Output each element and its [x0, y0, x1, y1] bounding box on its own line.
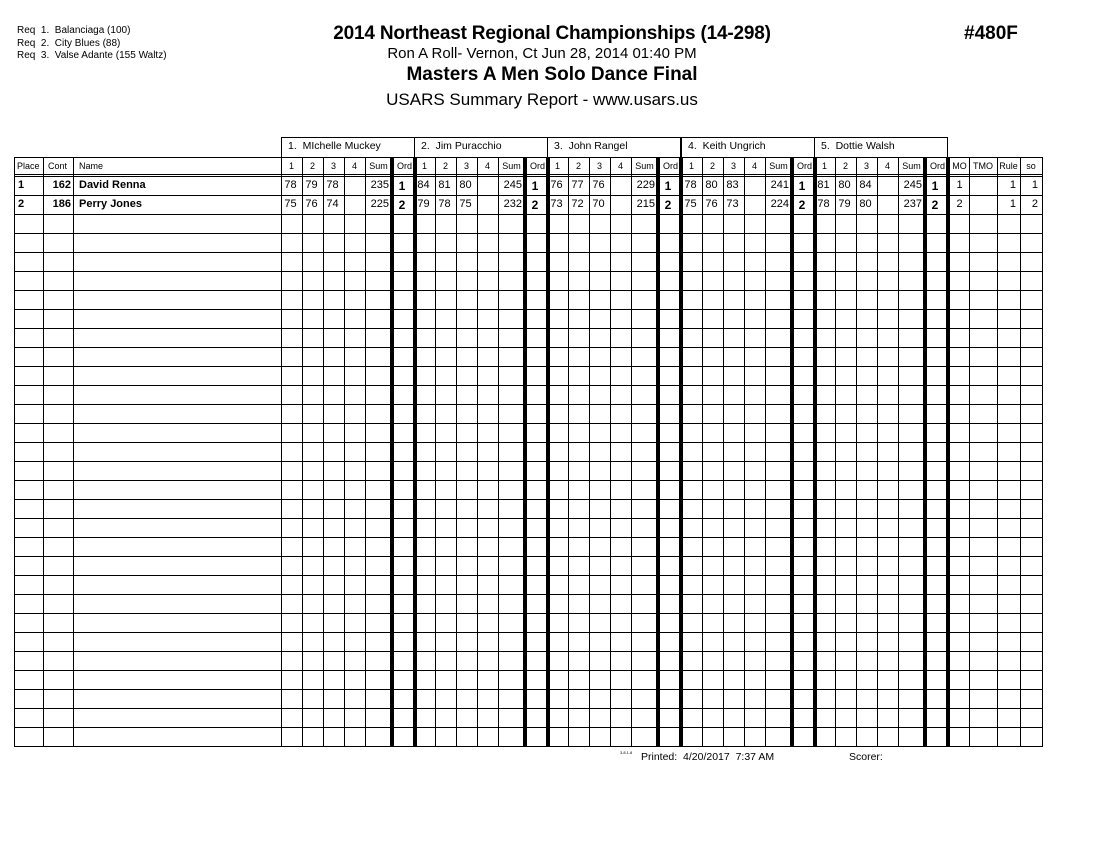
judge-4-ordinal: 1: [798, 179, 806, 193]
column-divider: [898, 157, 899, 747]
judge-2-subheader: 4: [484, 161, 490, 171]
column-divider: [456, 157, 457, 747]
judge-3-subheader: 1: [554, 161, 560, 171]
judge-2-subheader: 2: [442, 161, 448, 171]
judge-3-subheader: 2: [575, 161, 581, 171]
row-divider: [14, 290, 1043, 291]
judge-2-sum: 232: [503, 198, 522, 210]
row-divider: [14, 575, 1043, 576]
col-header-tmo: TMO: [973, 161, 993, 171]
column-divider: [14, 157, 15, 747]
report-name: USARS Summary Report - www.usars.us: [386, 90, 698, 109]
version-label: 3.8.1.8: [620, 750, 633, 755]
column-divider: [835, 157, 836, 747]
judge-5-score-2: 79: [838, 198, 851, 210]
judge-1-score-1: 75: [284, 198, 297, 210]
column-divider: [477, 157, 478, 747]
col-header-place: Place: [17, 161, 40, 171]
ord-left-thick-border: [656, 157, 660, 747]
column-divider: [302, 157, 303, 747]
judge-1-sum: 235: [370, 179, 389, 191]
row-divider: [14, 423, 1043, 424]
judge-4-ordinal: 2: [798, 198, 806, 212]
column-divider: [723, 157, 724, 747]
row-divider: [14, 727, 1043, 728]
column-divider: [344, 157, 345, 747]
judge-5-score-1: 78: [817, 198, 830, 210]
column-divider: [365, 157, 366, 747]
row-divider: [14, 708, 1043, 709]
row-divider: [14, 347, 1043, 348]
judge-5-subheader: 1: [821, 161, 827, 171]
judge-1-subheader: 1: [288, 161, 294, 171]
judge-1-score-2: 76: [305, 198, 318, 210]
judge-5-score-2: 80: [838, 179, 851, 191]
row-divider: [14, 480, 1043, 481]
judge-1-score-3: 74: [326, 198, 339, 210]
row-divider: [14, 252, 1043, 253]
judge-3-subheader: Sum: [635, 161, 654, 171]
competition-title: 2014 Northeast Regional Championships (14-298): [333, 23, 771, 44]
column-divider: [73, 157, 74, 747]
judge-1-score-1: 78: [284, 179, 297, 191]
row-divider: [14, 442, 1043, 443]
column-divider: [877, 157, 878, 747]
place-cell: 2: [18, 198, 25, 210]
requirement-3: Req 3. Valse Adante (155 Waltz): [17, 50, 167, 61]
competitor-name-cell: David Renna: [79, 179, 146, 191]
judge-2-score-3: 75: [459, 198, 472, 210]
row-divider: [14, 461, 1043, 462]
judge-1-subheader: Ord: [396, 161, 412, 171]
column-divider: [323, 157, 324, 747]
column-divider: [856, 157, 857, 747]
column-divider: [568, 157, 569, 747]
judge-5-sum: 237: [903, 198, 922, 210]
ord-left-thick-border: [523, 157, 527, 747]
event-name: Masters A Men Solo Dance Final: [406, 64, 698, 85]
ord-right-thick-border: [413, 157, 417, 747]
judge-4-score-3: 83: [726, 179, 739, 191]
judge-5-subheader: 2: [842, 161, 848, 171]
header-top-border: [14, 157, 1043, 158]
column-divider: [1020, 157, 1021, 747]
judge-4-score-2: 76: [705, 198, 718, 210]
judge-5-sum: 245: [903, 179, 922, 191]
row-divider: [14, 385, 1043, 386]
judge-5-subheader: Ord: [929, 161, 945, 171]
judge-header-3: 3. John Rangel: [547, 137, 681, 157]
judge-4-score-2: 80: [705, 179, 718, 191]
judge-4-score-1: 75: [684, 198, 697, 210]
judge-1-subheader: 4: [351, 161, 357, 171]
judge-1-subheader: Sum: [369, 161, 388, 171]
row-divider: [14, 518, 1043, 519]
column-divider: [765, 157, 766, 747]
judge-4-score-1: 78: [684, 179, 697, 191]
column-divider: [631, 157, 632, 747]
judge-4-sum: 224: [770, 198, 789, 210]
judge-3-score-1: 76: [550, 179, 563, 191]
row-divider: [14, 594, 1043, 595]
judge-3-subheader: Ord: [662, 161, 678, 171]
judge-header-5: 5. Dottie Walsh: [814, 137, 948, 157]
col-header-mo: MO: [952, 161, 967, 171]
column-divider: [589, 157, 590, 747]
row-divider: [14, 233, 1043, 234]
judge-2-subheader: 3: [463, 161, 469, 171]
row-divider: [14, 632, 1043, 633]
judge-2-sum: 245: [503, 179, 522, 191]
column-divider: [702, 157, 703, 747]
ord-right-thick-border: [813, 157, 817, 747]
row-divider: [14, 670, 1043, 671]
column-divider: [969, 157, 970, 747]
judge-3-subheader: 4: [617, 161, 623, 171]
row-divider: [14, 556, 1043, 557]
judge-header-2: 2. Jim Puracchio: [414, 137, 548, 157]
col-header-name: Name: [79, 161, 104, 171]
row-divider: [14, 309, 1043, 310]
row-divider: [14, 214, 1043, 215]
judge-1-sum: 225: [370, 198, 389, 210]
judge-5-score-3: 84: [859, 179, 872, 191]
column-divider: [281, 157, 282, 747]
judge-1-score-3: 78: [326, 179, 339, 191]
judge-4-subheader: 1: [688, 161, 694, 171]
place-cell: 1: [18, 179, 25, 191]
col-header-cont: Cont: [48, 161, 68, 171]
judge-4-subheader: 3: [730, 161, 736, 171]
header-double-line: [14, 174, 1043, 175]
column-divider: [1042, 157, 1043, 747]
judge-3-score-2: 77: [571, 179, 584, 191]
row-divider: [14, 366, 1043, 367]
judge-1-subheader: 2: [309, 161, 315, 171]
judge-5-subheader: 4: [884, 161, 890, 171]
judge-2-score-1: 84: [417, 179, 430, 191]
cont-cell: 186: [52, 198, 71, 210]
scorer-label: Scorer:: [849, 751, 883, 763]
row-divider: [14, 195, 1043, 196]
requirement-2: Req 2. City Blues (88): [17, 37, 121, 49]
judge-header-4: 4. Keith Ungrich: [681, 137, 815, 157]
judge-4-subheader: Ord: [796, 161, 812, 171]
location-date: Ron A Roll- Vernon, Ct Jun 28, 2014 01:40 PM: [387, 45, 697, 62]
judge-4-subheader: 4: [751, 161, 757, 171]
col-header-rule: Rule: [999, 161, 1018, 171]
row-divider: [14, 613, 1043, 614]
judge-1-score-2: 79: [305, 179, 318, 191]
ord-right-thick-border: [546, 157, 550, 747]
judge-5-score-1: 81: [817, 179, 830, 191]
column-divider: [997, 157, 998, 747]
judge-5-score-3: 80: [859, 198, 872, 210]
row-divider: [14, 328, 1043, 329]
judge-3-score-3: 76: [592, 179, 605, 191]
requirement-1: Req 1. Balanciaga (100): [17, 25, 131, 36]
so-cell: 1: [1031, 179, 1038, 191]
row-divider: [14, 271, 1043, 272]
judge-4-subheader: Sum: [769, 161, 788, 171]
judge-1-ordinal: 2: [398, 198, 406, 212]
header-bottom-border: [14, 176, 1043, 177]
mo-cell: 1: [956, 179, 963, 191]
judge-2-score-1: 79: [417, 198, 430, 210]
judge-5-subheader: Sum: [902, 161, 921, 171]
competitor-name-cell: Perry Jones: [79, 198, 142, 210]
col-header-so: so: [1026, 161, 1036, 171]
column-divider: [610, 157, 611, 747]
judge-3-score-2: 72: [571, 198, 584, 210]
judge-2-subheader: 1: [421, 161, 427, 171]
row-divider: [14, 537, 1043, 538]
judge-4-sum: 241: [770, 179, 789, 191]
ord-right-thick-border: [946, 157, 950, 747]
judge-3-subheader: 3: [596, 161, 602, 171]
judge-5-ordinal: 2: [931, 198, 939, 212]
column-divider: [43, 157, 44, 747]
judge-1-subheader: 3: [330, 161, 336, 171]
judge-5-ordinal: 1: [931, 179, 939, 193]
judge-3-score-1: 73: [550, 198, 563, 210]
judge-3-ordinal: 1: [664, 179, 672, 193]
judge-2-ordinal: 1: [531, 179, 539, 193]
event-number: #480F: [964, 23, 1018, 44]
rule-cell: 1: [1009, 198, 1016, 210]
judge-2-score-2: 78: [438, 198, 451, 210]
judge-3-sum: 215: [636, 198, 655, 210]
judge-3-ordinal: 2: [664, 198, 672, 212]
ord-right-thick-border: [679, 157, 683, 747]
judge-2-subheader: Ord: [529, 161, 545, 171]
mo-cell: 2: [956, 198, 963, 210]
row-divider: [14, 499, 1043, 500]
rule-cell: 1: [1009, 179, 1016, 191]
judge-3-sum: 229: [636, 179, 655, 191]
so-cell: 2: [1031, 198, 1038, 210]
column-divider: [435, 157, 436, 747]
judge-header-1: 1. MIchelle Muckey: [281, 137, 415, 157]
judge-5-subheader: 3: [863, 161, 869, 171]
judge-3-score-3: 70: [592, 198, 605, 210]
judge-2-score-2: 81: [438, 179, 451, 191]
column-divider: [744, 157, 745, 747]
row-divider: [14, 746, 1043, 747]
judge-1-ordinal: 1: [398, 179, 406, 193]
judge-2-ordinal: 2: [531, 198, 539, 212]
row-divider: [14, 651, 1043, 652]
ord-left-thick-border: [390, 157, 394, 747]
cont-cell: 162: [52, 179, 71, 191]
printed-timestamp: Printed: 4/20/2017 7:37 AM: [641, 751, 775, 763]
row-divider: [14, 404, 1043, 405]
judge-4-subheader: 2: [709, 161, 715, 171]
ord-left-thick-border: [923, 157, 927, 747]
column-divider: [498, 157, 499, 747]
row-divider: [14, 689, 1043, 690]
judge-2-subheader: Sum: [502, 161, 521, 171]
judge-2-score-3: 80: [459, 179, 472, 191]
judge-4-score-3: 73: [726, 198, 739, 210]
ord-left-thick-border: [790, 157, 794, 747]
